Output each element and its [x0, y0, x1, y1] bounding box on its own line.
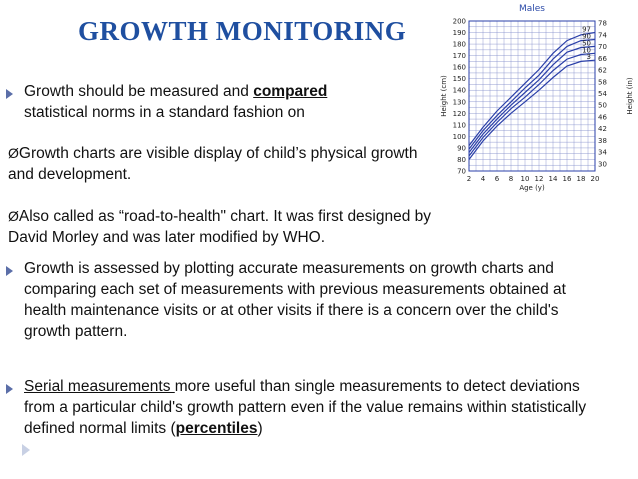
x-tick-label: 12 — [534, 175, 544, 183]
bullet-2-line-2: comparing each set of measurements with previous measurements obtained at — [24, 281, 566, 298]
bullet-3-serial: Serial measurements — [24, 378, 175, 395]
y2-axis-label: Height (in) — [626, 77, 634, 115]
y-tick-label: 170 — [452, 52, 466, 61]
series-label: 90 — [582, 32, 591, 41]
y2-tick-label: 42 — [598, 125, 607, 134]
y-tick-label: 190 — [452, 29, 466, 38]
y2-tick-label: 70 — [598, 43, 607, 52]
bullet-arrow-2 — [6, 266, 13, 276]
x-tick-label: 18 — [576, 175, 586, 183]
growth-chart — [427, 0, 638, 192]
bullet-1-compared: compared — [253, 83, 328, 100]
chart-title: Males — [518, 4, 546, 14]
check-icon: Ø — [8, 208, 19, 224]
y2-tick-label: 30 — [598, 160, 607, 169]
bullet-3-line-1: more useful than single measurements to detect deviations — [174, 378, 580, 395]
series-label: 3 — [586, 53, 591, 62]
bullet-2-line-4: growth pattern. — [24, 323, 128, 340]
y-tick-label: 180 — [452, 40, 466, 49]
series-label: 50 — [582, 39, 591, 48]
x-tick-label: 10 — [520, 175, 530, 183]
y2-tick-label: 78 — [598, 19, 607, 28]
bullet-3-line-3b: ) — [257, 420, 263, 437]
series-label: 10 — [582, 46, 591, 55]
y-tick-label: 100 — [452, 132, 466, 141]
bullet-3 — [24, 376, 586, 439]
x-axis-label: Age (y) — [519, 184, 545, 192]
x-tick-label: 16 — [562, 175, 572, 183]
check-item-1-line-1: Growth charts are visible display of child’s physical growth — [18, 145, 418, 162]
x-tick-label: 20 — [590, 175, 600, 183]
check-item-1 — [8, 143, 417, 185]
check-icon: Ø — [8, 145, 19, 161]
y2-tick-label: 46 — [598, 113, 607, 122]
bullet-1-text-a: Growth should be measured and — [24, 83, 254, 100]
x-tick-label: 8 — [508, 175, 514, 183]
check-item-2 — [8, 206, 431, 248]
y-tick-label: 110 — [452, 121, 466, 130]
x-tick-label: 2 — [466, 175, 472, 183]
y-tick-label: 80 — [457, 155, 466, 164]
x-tick-label: 6 — [494, 175, 500, 183]
bullet-3-line-2: from a particular child's growth pattern even if the value remains within statistically — [24, 399, 587, 416]
y2-tick-label: 38 — [598, 136, 607, 145]
y-tick-label: 70 — [457, 167, 466, 176]
y-tick-label: 150 — [452, 75, 466, 84]
page-title: GROWTH MONITORING — [78, 16, 407, 46]
bullet-1-text-b: statistical norms in a standard fashion on — [24, 104, 305, 121]
bullet-3-percentiles: percentiles — [175, 420, 258, 437]
y2-tick-label: 50 — [598, 101, 607, 110]
y-tick-label: 200 — [452, 17, 466, 26]
bullet-2-line-3: health maintenance visits or at other visits if there is a concern over the child's — [24, 302, 559, 319]
y2-tick-label: 34 — [598, 148, 607, 157]
check-item-2-line-1: Also called as “road-to-health" chart. It was first designed by — [18, 208, 432, 225]
y-tick-label: 120 — [452, 109, 466, 118]
series-label: 97 — [582, 25, 591, 34]
y-axis-label: Height (cm) — [440, 75, 448, 117]
check-item-2-line-2: David Morley and was later modified by WHO. — [8, 229, 326, 246]
bullet-2-line-1: Growth is assessed by plotting accurate measurements on growth charts and — [24, 260, 554, 277]
y2-tick-label: 58 — [598, 78, 607, 87]
x-tick-label: 14 — [548, 175, 558, 183]
bullet-arrow-3 — [6, 384, 13, 394]
y2-tick-label: 62 — [598, 66, 607, 75]
y-tick-label: 160 — [452, 63, 466, 72]
x-tick-label: 4 — [480, 175, 486, 183]
y-tick-label: 90 — [457, 144, 466, 153]
bullet-3-line-3a: defined normal limits ( — [24, 420, 176, 437]
y-tick-label: 140 — [452, 86, 466, 95]
check-item-1-line-2: and development. — [8, 166, 132, 183]
empty-bullet-arrow — [22, 444, 30, 456]
bullet-1 — [24, 81, 327, 123]
y2-tick-label: 66 — [598, 54, 607, 63]
bullet-arrow-1 — [6, 89, 13, 99]
bullet-2 — [24, 258, 566, 342]
y-tick-label: 130 — [452, 98, 466, 107]
y2-tick-label: 54 — [598, 90, 607, 99]
y2-tick-label: 74 — [598, 31, 607, 40]
